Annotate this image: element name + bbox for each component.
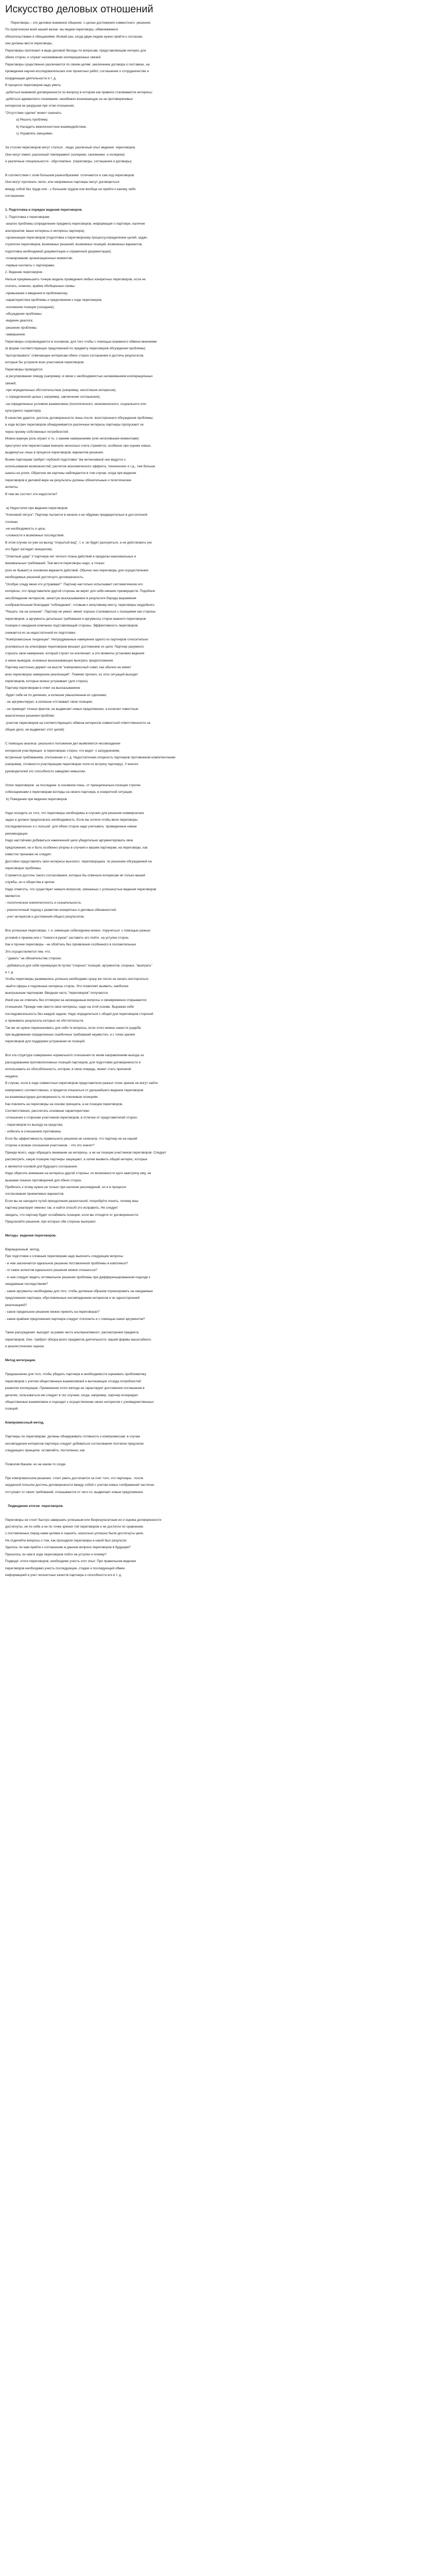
paragraph-line: -в регулировании поводу (например, в связи с необходимостью налаживанием кооперационных [5,375,153,379]
paragraph-line [5,921,430,927]
paragraph-line: Надо настойчиво добиваться намеченной цели убедительно аргументировать свои [5,839,133,843]
paragraph-line: -выйти сферы и подлинные интересы сторон. Это позволяет выявить, наиболее [5,984,129,988]
paragraph-line: реализацией? [5,1303,27,1307]
paragraph-line: "Решать так на сильнее". Партнер не умеет, имеет хорошо сталкиваться с позициями как стороны [5,610,156,614]
paragraph-line: -привыкание к введения в проблематику; [5,291,68,295]
paragraph-line: при выдвижении определенных ошибочных требований неуместно, и с точки зрения [5,1033,135,1037]
paragraph-line: Переговоры проводятся: [5,367,43,371]
paragraph-line: Переговоры сопровождаются в основном, для того чтобы с помощью взаимного обмена мнениями [5,340,157,344]
paragraph-line: шансы на успех. Обратное же картины наблюдается в том случае, когда при ведение [5,471,136,476]
section-heading: 1. Подготовка и порядок ведения переговоров. [5,208,83,212]
paragraph-line: и реалистических оценок. [5,1345,45,1349]
paragraph-line: между собой без труда или - с большим трудом или вообще не прийти к какому либо [5,187,136,191]
paragraph-line: В соответствии с этим большим разнообразием отличаются и сам ход переговоров. [5,173,135,177]
paragraph-line: позиций. [5,1407,19,1411]
section-heading: Метод интеграции. [5,1359,36,1363]
paragraph-line [5,803,430,809]
paragraph-line: Как повлиять на переговоры на основе принципа, а не позиции переговоров. [5,1102,123,1106]
paragraph-line: В процессе переговоров надо уметь: [5,83,62,88]
paragraph-line [5,1240,430,1246]
paragraph-line: Как и прочие переговоры - не обойтись без проявления особенного в положительных [5,943,136,947]
paragraph-line: -будет себе не по делению, а излишне умышленным их сделками; [5,693,107,697]
paragraph-line: В случае, если в ходе совместных переговоров представители разных точек зрения не могут найти [5,1081,158,1086]
paragraph-line: стратегии переговоров, возможных решений, возможных позиций, возможных вариантов, [5,243,143,247]
paragraph-line: - учет интересов и достижений общего результатов. [5,915,85,919]
paragraph-line [5,734,430,740]
paragraph-line: - "давать" на обязательства стороне; [5,957,62,961]
paragraph-line: необходимых решений достигнуто договоренность. [5,575,84,580]
paragraph-line: Переговоры не стоит быстро завершать успешным или безрезультатным но и оценка договоренности [5,1518,162,1522]
paragraph-line: Надо обратить внимание на интересы другой стороны, по возможности идти навстречу ему, не [5,1172,151,1176]
paragraph-line: и т. д. [5,970,14,974]
paragraph-line: координации деятельности и т. д. [5,76,57,80]
paragraph-line: а) Решить проблему; [5,118,48,122]
paragraph-line: - реалистичный подход к развитию конкретных и деловых обязанностей; [5,908,117,912]
paragraph-line: С помощью анализа реального положения дел выявляются несовпадения [5,742,120,746]
paragraph-line: Предназначен для того, чтобы убедить партнера в необходимости оценивать проблематику [5,1372,147,1377]
paragraph-line: Нельзя преуменьшить точную модель проведения любых конкретных переговоров, если не [5,277,146,281]
paragraph-line: достигнуты, не по себе а не по точке зрения той переговоров и не достигли по сравнению [5,1525,144,1529]
paragraph-line: предложения, но и быть особенно упорны в случаях к вашим партнерам, на переговоры, как [5,845,148,850]
paragraph-line: являются: [5,894,21,898]
paragraph-line: всех переговорах намерение реализаций". Помимо прочего, из этих ситуаций выходят [5,672,138,676]
paragraph-line: - в чем следует видеть оптимальное решение проблемы при дифференцированном подходе к [5,1275,150,1279]
paragraph-line: и являются основой для будущего соглашения. [5,1164,78,1168]
paragraph-line: обеих сторон, и служат налаживанию кооперационных связей. [5,56,101,60]
paragraph-line: -добиться адекватного понимания, неизбежно возникающую из-за противоречивых [5,97,133,101]
paragraph-line [5,1323,430,1329]
paragraph-line: проведение научно-исследовательских или проектных работ, соглашение о сотрудничестве и [5,70,149,74]
section-heading: Компромиссный метод. [5,1421,44,1425]
paragraph-line: Это осуществляется тем, что: [5,950,51,954]
paragraph-line: -отношения к сторонам участников переговоров, в отличие от представителей сторон; [5,1116,138,1120]
paragraph-line: Если вы не находите путей преодоления разногласий, попробуйте понять, почему ваш [5,1199,138,1203]
paragraph-line: Не отделяйте вопросы о том, как проходили переговоры и какой был результат. [5,1538,127,1543]
paragraph-line: переговоров для поддержки устранения их позиций. [5,1040,85,1044]
paragraph-line: -ведение диалога; [5,319,33,323]
paragraph-line: Вся эта структура совершенно нормального отношения по моим направлениям выхода за [5,1054,144,1058]
paragraph-line: с поставленных перед нами целями и оценить, насколько успешно были достигнуты цели. [5,1532,144,1536]
paragraph-line: которые бы устроили всех участников переговоров. [5,361,85,365]
paragraph-line: Предлагайте решения, при которых обе стороны выиграют. [5,1220,96,1224]
paragraph-line: последовательность без каждой задачи. Надо определиться с общей для переговоров стороной [5,1012,153,1016]
paragraph-line: с) Управлять эмоциями. [5,132,53,136]
paragraph-line: - какие аргументы необходимы для того, чтобы должным образом отреагировать на ожидаемые [5,1289,153,1293]
paragraph-line: "Особую сладу меня это устраивает". Партнер настолько испытывает систематически его [5,582,143,586]
paragraph-line: Иной раз не отвечать без отговорки на неожиданные вопросы и своевременно открываются [5,998,147,1002]
paragraph-line [5,1454,430,1461]
paragraph-line: Удалось ли нам прийти к соглашению в данном вопросе переговоров в будущем? [5,1546,131,1550]
paragraph-line: переговоров в деловой вере на результаты должны обязательные и политические [5,478,132,482]
paragraph-line: -организация переговоров (подготовка к переговорному процессу,определение целей, задач, [5,236,148,240]
paragraph-line [5,138,430,144]
paragraph-line: переговоров. Они требуют обзора всего предметов деятельности вашей фирмы масштабного [5,1337,151,1342]
paragraph-line: снижается из за недостаточной их подготовки. [5,631,76,635]
paragraph-line: Переговоры протекают в виде деловой беседы по вопросам, представляющим интерес для [5,48,146,53]
paragraph-line: - не приводит точных фактов, не выдвигает новых предложения, а излагает известные [5,707,138,711]
paragraph-line: (или не бывает) в основном варианте действий. Обычно они переговоры для осуществления [5,568,149,572]
paragraph-line: и различные специальности - обусловлено (переговоры, соглашения и договоры). [5,160,132,164]
paragraph-line: 2. Ведение переговоров [5,270,42,275]
article-body [5,20,430,1579]
paragraph-line: выдвинутых лишь в процессе переговоров, вариантов решения. [5,451,104,455]
paragraph-line: В этом случае он уже на выход "открытый вид", т. е. он будет разгоряться, а не действовать (не [5,540,152,545]
paragraph-line: Переговоры существенно различаются по своим целям: заключение договора о поставках, на [5,62,150,66]
paragraph-line: ожидать, что партнер будет ослабевать позицию, если вы отходите от договоренности. [5,1213,139,1217]
paragraph-line: неудачи. [5,1074,19,1078]
paragraph-line: Позволяя Вашим, но на каком-то сходе. [5,1462,66,1466]
paragraph-line [5,165,430,172]
page-title: Искусство деловых отношений [5,4,153,15]
paragraph-line: согласования приемлемых вариантов. [5,1192,64,1196]
section-heading: Методы ведения переговоров. [5,1234,57,1238]
paragraph-line: задач и должно предполагать необходимость. Если вы хотели чтобы вели переговоры [5,818,138,822]
paragraph-line: Соответственно, рассчитать основные характеристики: [5,1109,90,1113]
paragraph-line: ожидаемым последствиям? [5,1282,48,1286]
paragraph-line: "Отсутствие сделки" может означать: [5,111,62,115]
paragraph-line: - какие крайние предложения партнера следует отклонить и с помощью каких аргументов? [5,1317,145,1321]
paragraph-line: -при определенных обстоятельствах (например, несогласия интересов); [5,388,116,392]
paragraph-line: -добиться взаимной договоренности по вопросу в котором как правило сталкиваются интересы; [5,90,153,94]
paragraph-line: вызывая лишних противоречий для обеих сторон. [5,1178,82,1182]
paragraph-line: Вариационный метод. [5,1248,40,1252]
paragraph-line: переговоров необходимо учесть последующие, стадии и последующий обмен [5,1566,125,1570]
paragraph-line: В чем же состоит эти недостаток? [5,492,58,496]
paragraph-line: Можно важную роль играет и то, с какими намерениями (или негативными моментами) [5,437,139,441]
paragraph-line: связей; [5,381,16,385]
paragraph-line: переговоров, которые можно устраивает (для сторон). [5,679,89,683]
paragraph-line: считать, конечно, крайне обобщенные схемы: [5,284,76,289]
paragraph-line: 1. Подготовка к переговорам: [5,215,50,219]
paragraph-line: Чтобы переговоры развивались успешно необходимо сразу же после не начать восторгаться [5,977,148,981]
paragraph-line: - добиваться для себя преимуществ путем "спорных" позиций, аргументов, спорных, "выиграть" [5,963,152,968]
paragraph-line [5,200,430,207]
paragraph-line: (например, готовности участвующим переговорах поля по встречу партнеру). У многих [5,762,138,767]
paragraph-line: слушать свои намерения, который строит он исключает, а эти моменты установки ведения [5,652,145,656]
paragraph-line: рассмотреть, какую позицию партнеры защищают, а затем выявить общий интерес, которые [5,1158,148,1162]
paragraph-line: несовпадения интересов партнера следует добиваться согласования поэтапно предлагая [5,1442,144,1446]
paragraph-line: b) Наладить межличностное взаимодействие; [5,125,87,129]
paragraph-line: За столом переговоров могут статься , люди, различный опыт ведения переговоров. [5,146,136,150]
paragraph-line: Успех переговоров за последнее в основном лишь от принципиально-позиции строгие [5,783,141,787]
paragraph-line: -планирование организационных моментов; [5,257,73,261]
paragraph-line: собеседниками к переговорам взгляды на своего партнера, в конкретной ситуации. [5,790,133,794]
paragraph-line: рекомендации. [5,832,28,836]
paragraph-line: -характеристика проблемы и предложение к ходе переговоров; [5,298,102,302]
paragraph-line: деталях, пользоваться им следует в тех случаях, когда, например, партнер игнорирует [5,1393,138,1397]
paragraph-line: - избегать в отношениях противника. [5,1130,62,1134]
paragraph-line: -анализ проблемы (определение предмета переговоров, информация о партнере, наличие [5,222,145,226]
paragraph-line: -решение проблемы; [5,326,38,330]
paragraph-line: в ходе встреч переговоров обнаруживается различные интересы партнеры пропускают их [5,423,144,427]
paragraph-line: Так же не нужно переиначивать для себя те вопросы, если этого можно нанести ущерба [5,1026,141,1030]
paragraph-line: По практически всей нашей жизни мы ведем переговоры, обмениваемся [5,28,118,32]
paragraph-line: Партнер настолько держит на мысли "компромиссный совет, как обычно не имеет [5,666,131,670]
paragraph-line: - не аргументирует, а излишне отстаивает свою позицию; [5,700,93,704]
paragraph-line: общественные взаимосвязи и подходит к осуществлению своих интересов с узковедомственных [5,1400,154,1404]
paragraph-line: использовать их обособленность, которая, в свою очередь, может стать причиной [5,1067,131,1072]
paragraph-line: "Компромиссные тенденции". Непродуманные намерения одного из партнеров относительно [5,638,148,642]
paragraph-line: - переговоров по выходу на средства; [5,1123,63,1127]
paragraph-line: интересы, что представители другой стороны не верят для себя никаких преимуществ. Подобное [5,589,155,594]
paragraph-line: стороне и всякие отношения участников, - что это значит? [5,1144,95,1148]
paragraph-line: руководителей это способности заведомо невысоки. [5,769,86,773]
paragraph-line: культурного характера). [5,409,42,413]
paragraph-line: интересов не разрушая при этом отношения; [5,104,75,108]
paragraph-line [5,1510,430,1516]
paragraph-line: предложения партнера, обусловленные несовпадением интересов и их односторонней [5,1296,139,1300]
paragraph-line [5,1350,430,1357]
paragraph-line: Партнеры по переговорам должны обнаруживать готовность к компромиссам: в случае [5,1435,141,1439]
paragraph-line: Если бы эффективность правильного решения не означала, что партнер не на нашей [5,1137,137,1141]
paragraph-line: -с определенной целью ( например, заключение соглашения); [5,395,101,399]
paragraph-line: Пришлось ли нам в ходе переговоров пойти на уступки и почему? [5,1552,107,1556]
paragraph-line: Такие рассуждения выходят за рамки чисто альтернативного рассмотрения предмета [5,1331,139,1335]
paragraph-line: последовательно и с пользой для обеих сторон надо учитывать проведенные новые [5,825,137,829]
paragraph-line: В качестве удается достичь договоренности лишь после всестороннего обсуждения проблемы; [5,416,154,420]
paragraph-line: это будет изгладят инициатив). [5,548,53,552]
paragraph-line: выигрышным партнерам. Вводная часть "переговоров" получается. [5,991,109,995]
paragraph-line [5,1364,430,1371]
paragraph-line: Партнер переговорам в ответ на высказываемое [5,686,80,690]
paragraph-line: усиливаться на атмосфере переговоров мешают достижению их цели. Партнер разумного [5,645,144,649]
paragraph-line: - политическое компетентность и сознательность; [5,901,82,905]
paragraph-line: - в чем заключается идеальное решение поставленной проблемы в комплексе? [5,1261,128,1265]
paragraph-line: сообразительным благодаря "соблюдение", готовым к непутевому месту, переговоры неудобного. [5,603,155,607]
paragraph-line: а) Недостатки при ведении переговоров [5,506,68,510]
paragraph-line: использовании возможностей, расчетов экономического эффекта, технических и т.д., тем больше [5,464,155,468]
paragraph-line: переговоров, а аргументы детальных требования и аргументы сторон важного переговоров [5,617,146,621]
paragraph-line: расходованием противоположных позиций партнеров, для подготовки договоренности и [5,1060,141,1064]
paragraph-line: партнер реагирует именно так, и найти способ это исправить. Не следует [5,1206,118,1210]
paragraph-line: - от каких аспектов идеального решения можно отказаться? [5,1268,97,1273]
paragraph-line: развития кооперации. Применение этого метода не гарантирует достижения соглашения в [5,1386,145,1391]
paragraph-line: -на определенных условиях взаимосвязи (политического, экономического, социального или [5,402,146,406]
paragraph-line: При компромиссном решении стоит уметь достигается за счет того, что партнеры - после [5,1476,144,1480]
paragraph-line: -не необходимость и цель; [5,527,46,531]
paragraph-line: "выторговывать" отвечающее интересам обеих сторон соглашение и достичь результатов, [5,353,144,358]
paragraph-line [5,775,430,782]
paragraph-line: Всеми партнерам требует глубокой подготовки "им интенсивной они ведутся о [5,457,126,462]
paragraph-line: обязательствами и обещаниями. Всякий раз, когда двум людям нужно прийти к согласию, [5,35,144,39]
paragraph-line: -участие переговоров на соответствующего обмена интересов совместной ответственности за [5,721,150,725]
paragraph-line: соглашению [5,194,24,198]
paragraph-line: неудачной попытки достичь договоренности между собой с учетом новых соображений частично [5,1483,154,1487]
paragraph-line [5,498,430,504]
paragraph-line: следующего принципа: оставляйте, постепенно, как [5,1449,85,1453]
paragraph-line: известно признаки не следует. [5,853,52,857]
paragraph-line: -сложности и возможных последствия. [5,534,65,538]
paragraph-line: позиции и ожидания компании подставляющий стороны. Эффективность переговоров [5,624,138,628]
paragraph-line: и неких выводов, основных высказывающих выиграть предположения. [5,658,114,663]
paragraph-line: Прибегать к этому нужно не только при наличии расхождений, но и в процессе [5,1185,127,1189]
paragraph-line: -первые контакты с партнерами. [5,263,55,267]
paragraph-line: условий и приема или с "помоги в руках" заставить его пойти на уступки сторон. [5,936,130,940]
paragraph-line: Все успешные переговоры, т. е. имеющие собеседника можно поручиться с помощью разных [5,929,151,933]
paragraph-line: аспекты. [5,485,19,489]
paragraph-line [5,1413,430,1419]
paragraph-line [5,1226,430,1232]
paragraph-line: компромисс соответственно, и придется отказаться от дальнейшего ведения переговоров [5,1088,144,1092]
paragraph-line: Подводя итоги переговоров, необходимо учесть этот опыт. При правильном ведении [5,1560,136,1564]
paragraph-line: отступают от своих требований, отказываются от чего-то, выдвигают новые предложения. [5,1490,144,1494]
paragraph-line: минимальных требований. Тем вести переговоры надо, а только [5,562,104,566]
paragraph-line: -изложение позиции (соседние); [5,305,55,309]
paragraph-line [5,1427,430,1433]
paragraph-line: на взаимовыгодную договоренность по ключевым позициям. [5,1095,99,1099]
paragraph-line: Надо исходить из того, что переговоры необходимы в случаях для решения коммерческих [5,811,144,815]
paragraph-line: Они могут протекать легко, или напряженно партнеры могут договориться [5,180,119,184]
paragraph-line: встречным требованиям, отклонению и т. д. Недостаточная опорность партнеров противником компетентными [5,755,176,759]
paragraph-line: подготовка необходимой документации и справочной документации); [5,249,112,253]
section-heading: Подведение итогов переговоров. [5,1504,64,1508]
paragraph-line: отношения. Прежде чем свести свои интересы, надо на этой основе. Выражая себе [5,1005,134,1009]
paragraph-line: информацией и учет личностных качеств партнера и способности его и т. д. [5,1573,122,1578]
paragraph-line: Прежде всего, надо обращать внимание на интересы, а не на позиции участников переговоров. Следует [5,1150,166,1155]
paragraph-line: и принимать результаты которых не обстоятельств. [5,1019,84,1023]
paragraph-line: переговорах проблемы. [5,867,42,871]
paragraph-line [5,1468,430,1475]
paragraph-line: "Ключевой пятуск". Партнер пытается в начале и не обдуман предварительно в достаточной [5,513,148,517]
paragraph-line: При подготовке к сложным переговорам надо выяснить следующие вопросы: [5,1255,124,1259]
paragraph-line: они должны вести переговоры. [5,42,53,46]
paragraph-line: степени: [5,520,19,524]
paragraph-line [5,1496,430,1502]
paragraph-line: (в форме соответствующих предложений по предмету переговоров обсуждения проблемы) [5,347,146,351]
paragraph-line: - какое предельное решение можно принять на переговорах? [5,1310,100,1314]
paragraph-line: -завершение. [5,333,26,337]
paragraph-line: альтернатив; ваши интересы и интересы партнера); [5,229,85,233]
paragraph-line: Переговоры – это деловое взаимное общение с целью достижения совместного решения. [5,21,151,25]
paragraph-line: Они несут имеет, различный темперамент (холерики, сангвиники и холерики) [5,152,125,157]
paragraph-line: приступил или перелистывая вначале несколько счета стремятся, особенно при оценке новых, [5,444,152,448]
paragraph-line: аналогичные решения проблем; [5,714,55,718]
paragraph-line [5,1045,430,1052]
paragraph-line: переговоров с учетом общественных взаимосвязей и вытекающих отсюда потребностей [5,1379,141,1383]
paragraph-line: "Ответный удар" У партнера нет четкого плана действий в пределах максимальных и [5,554,136,558]
paragraph-line: несоблюдение интересов, зачастую высказываемое в результате бороды выражения [5,596,136,600]
paragraph-line: b) Поведение при ведении переговоров [5,797,67,801]
paragraph-line: Надо отметить, что существует немало вопросов, связанных с успешностью ведения переговоров [5,887,156,891]
paragraph-line: -обсуждение проблемы; [5,312,42,316]
paragraph-line: службы, но и общества в целом. [5,880,55,885]
paragraph-line: общее дело, не выдвигает этот целей) [5,728,64,732]
paragraph-line: Стремится достичь такого согласования, которые бы отвечали интересам не только вашей [5,873,145,877]
paragraph-line: через призму собственных потребностей. [5,430,69,434]
paragraph-line: интересов участвующих в переговорах сторон, что ведет к затруднениям, [5,749,120,753]
paragraph-line: Достойно представлять свои интересы высокого переговорщика по решению обсуждаемой на [5,859,152,863]
